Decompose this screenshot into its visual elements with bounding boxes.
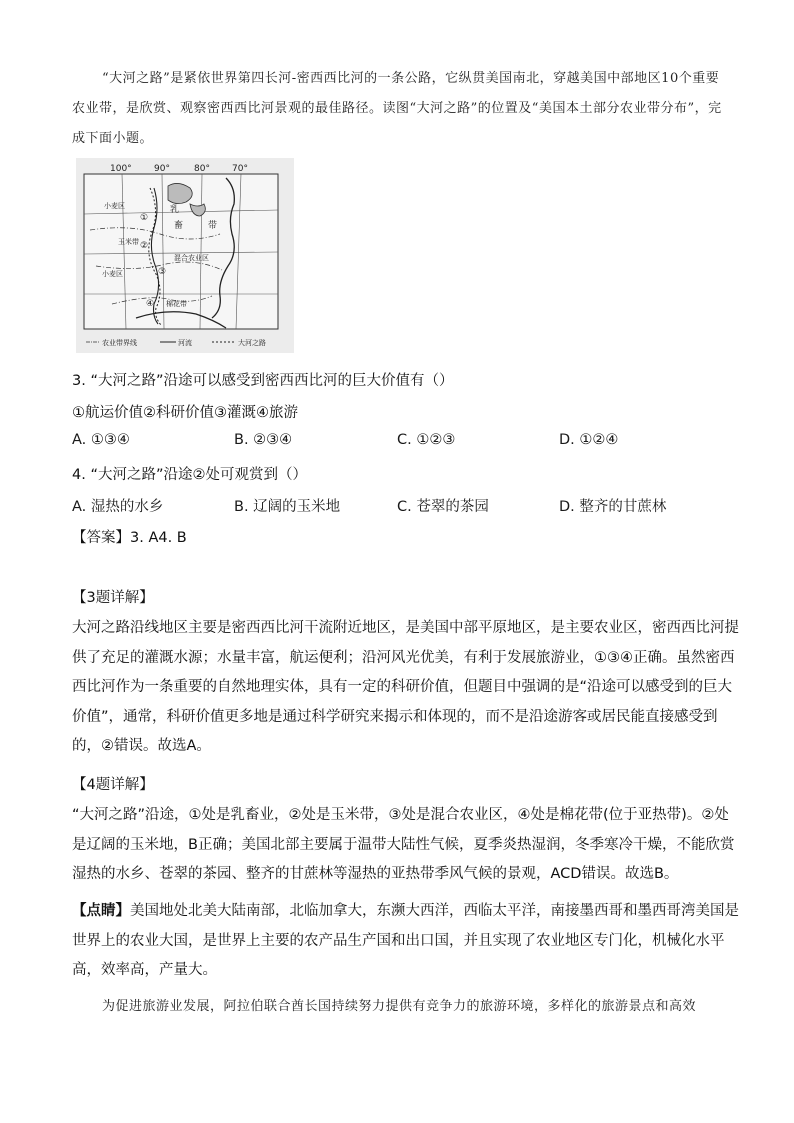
q3-items: ①航运价值②科研价值③灌溉④旅游	[72, 405, 298, 421]
region-label: 畜	[174, 221, 184, 231]
region-label: 小麦区	[104, 202, 125, 210]
region-label: 乳	[170, 205, 180, 215]
q4-stem: 4. “大河之路”沿途②处可观赏到（）	[72, 467, 307, 483]
q4-detail-heading: 【4题详解】	[72, 777, 154, 793]
map-svg	[76, 158, 294, 353]
q3-stem: 3. “大河之路”沿途可以感受到密西西比河的巨大价值有（）	[72, 373, 454, 389]
q3-option-b[interactable]: B. ②③④	[234, 432, 293, 448]
marker-1: ①	[140, 213, 149, 223]
lon-label: 80°	[194, 164, 210, 174]
marker-3: ③	[158, 267, 167, 277]
next-passage-start: 为促进旅游业发展，阿拉伯联合酋长国持续努力提供有竞争力的旅游环境，多样化的旅游景点和高效	[102, 999, 697, 1014]
map-legend	[86, 338, 266, 347]
lon-label: 90°	[154, 164, 170, 174]
q4-option-a[interactable]: A. 湿热的水乡	[72, 499, 164, 515]
q4-option-d[interactable]: D. 整齐的甘蔗林	[559, 499, 667, 515]
tip-text: 美国地处北美大陆南部，北临加拿大，东濒大西洋，西临太平洋，南接墨西哥和墨西哥湾美国是世界上的农业大国，是世界上主要的农产品生产国和出口国，并且实现了农业地区专门化，机械化水平高，效率高，产量大。	[72, 903, 739, 978]
tip-label: 【点睛】	[72, 903, 130, 919]
tip-paragraph	[72, 897, 740, 986]
lon-label: 100°	[110, 164, 132, 174]
region-label: 小麦区	[102, 270, 123, 278]
region-label: 玉米带	[118, 238, 139, 246]
q4-option-b[interactable]: B. 辽阔的玉米地	[234, 499, 341, 515]
region-label: 带	[208, 221, 218, 231]
agriculture-belt-map	[76, 158, 294, 353]
q3-option-a[interactable]: A. ①③④	[72, 432, 130, 448]
lon-label: 70°	[232, 164, 248, 174]
intro-paragraph: “大河之路”是紧依世界第四长河-密西西比河的一条公路，它纵贯美国南北，穿越美国中部地区10个重要农业带，是欣赏、观察密西西比河景观的最佳路径。读图“大河之路”的位置及“美国本土部分农业带分布”，完成下面小题。	[72, 71, 722, 146]
marker-4: ④	[146, 299, 155, 309]
region-label: 棉花带	[166, 300, 187, 308]
q4-option-c[interactable]: C. 苍翠的茶园	[397, 499, 489, 515]
region-label: 混合农业区	[174, 254, 209, 262]
q3-option-c[interactable]: C. ①②③	[397, 432, 456, 448]
q3-detail-text: 大河之路沿线地区主要是密西西比河干流附近地区，是美国中部平原地区，是主要农业区，密西西比河提供了充足的灌溉水源；水量丰富，航运便利；沿河风光优美，有利于发展旅游业，①③④正确。虽然密西西比河作为一条重要的自然地理实体，具有一定的科研价值，但题目中强调的是“沿途可以感受到的巨大价值”，通常，科研价值更多地是通过科学研究来揭示和体现的，而不是沿途游客或居民能直接感受到的，②错误。故选A。	[72, 620, 739, 754]
q4-detail-text: “大河之路”沿途，①处是乳畜业，②处是玉米带，③处是混合农业区，④处是棉花带(位于亚热带)。②处是辽阔的玉米地，B正确；美国北部主要属于温带大陆性气候，夏季炎热湿润，冬季寒冷干燥，不能欣赏湿热的水乡、苍翠的茶园、整齐的甘蔗林等湿热的亚热带季风气候的景观，ACD错误。故选B。	[72, 807, 735, 882]
q3-option-d[interactable]: D. ①②④	[559, 432, 619, 448]
svg-text:河流: 河流	[178, 339, 192, 347]
answer-line: 【答案】3. A4. B	[72, 530, 187, 546]
svg-text:大河之路: 大河之路	[238, 339, 266, 347]
q3-detail-heading: 【3题详解】	[72, 590, 154, 606]
marker-2: ②	[140, 241, 149, 251]
svg-text:农业带界线: 农业带界线	[102, 339, 137, 347]
